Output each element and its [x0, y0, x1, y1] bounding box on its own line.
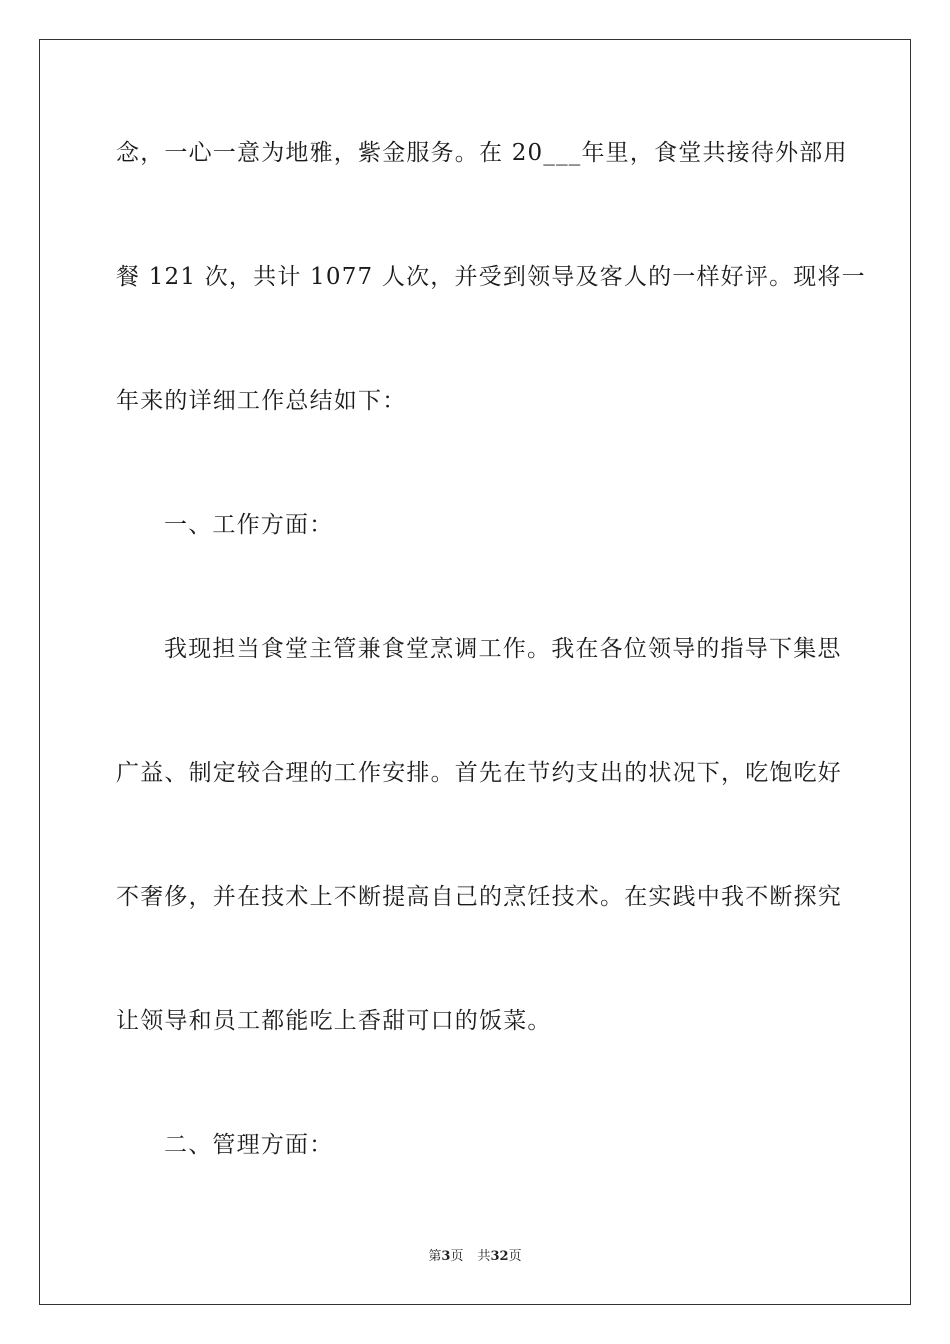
paragraph-line: 不奢侈，并在技术上不断提高自己的烹饪技术。在实践中我不断探究	[116, 884, 842, 910]
paragraph-line: 我现担当食堂主管兼食堂烹调工作。我在各位领导的指导下集思	[164, 636, 842, 662]
paragraph-line: 餐 121 次，共计 1077 人次，并受到领导及客人的一样好评。现将一	[116, 264, 866, 290]
total-page-count: 32	[490, 1249, 509, 1264]
total-suffix: 页	[508, 1249, 522, 1264]
paragraph-line: 广益、制定较合理的工作安排。首先在节约支出的状况下，吃饱吃好	[116, 760, 842, 786]
page-footer	[0, 1248, 950, 1266]
page-suffix: 页	[450, 1249, 464, 1264]
section-heading-work: 一、工作方面：	[164, 512, 334, 538]
section-heading-management: 二、管理方面：	[164, 1132, 334, 1158]
paragraph-line: 念，一心一意为地雅，紫金服务。在 20___年里，食堂共接待外部用	[116, 140, 848, 166]
total-prefix: 共	[477, 1249, 491, 1264]
page-prefix: 第	[428, 1249, 442, 1264]
paragraph-line: 让领导和员工都能吃上香甜可口的饭菜。	[116, 1008, 552, 1034]
current-page-number: 3	[441, 1249, 451, 1264]
page-border	[39, 39, 911, 1305]
paragraph-line: 年来的详细工作总结如下：	[116, 388, 407, 414]
